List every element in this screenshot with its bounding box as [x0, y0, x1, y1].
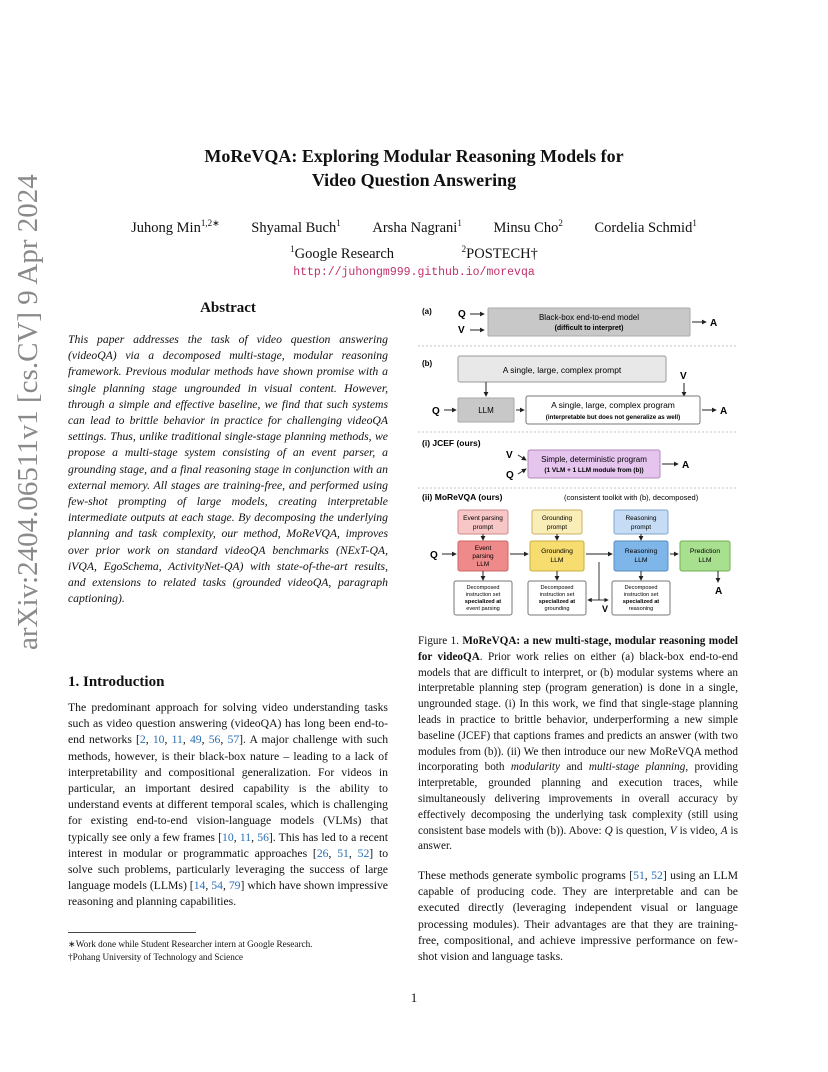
panel-ii-label: (ii) MoReVQA (ours): [422, 492, 503, 502]
grounding-llm: [530, 541, 584, 571]
citation-link[interactable]: 51: [337, 846, 349, 860]
svg-text:Event: Event: [474, 545, 492, 552]
svg-text:prompt: prompt: [472, 524, 494, 531]
svg-text:A single, large, complex progr: A single, large, complex program: [551, 400, 675, 410]
svg-text:Prediction: Prediction: [689, 548, 721, 555]
svg-text:specialized at: specialized at: [464, 599, 502, 605]
a-label: A: [682, 460, 690, 471]
svg-text:(difficult to interpret): (difficult to interpret): [554, 325, 624, 332]
svg-text:LLM: LLM: [698, 557, 712, 564]
citation-link[interactable]: 54: [211, 879, 223, 893]
abstract-heading: Abstract: [200, 300, 256, 316]
title-line-1: MoReVQA: Exploring Modular Reasoning Models for: [204, 146, 624, 166]
footnote-rule: [68, 932, 196, 933]
v-label: V: [602, 604, 609, 614]
footnote: †Pohang University of Technology and Science: [68, 952, 243, 962]
arxiv-stamp: arXiv:2404.06511v1 [cs.CV] 9 Apr 2024: [12, 174, 44, 650]
intro-heading: 1. Introduction: [68, 674, 165, 690]
svg-text:LLM: LLM: [478, 406, 494, 415]
svg-text:(1 VLM + 1 LLM module from (b): (1 VLM + 1 LLM module from (b)): [544, 467, 644, 474]
author: Shyamal Buch$^1$: [251, 218, 341, 236]
svg-text:reasoning: reasoning: [628, 606, 654, 612]
citation-link[interactable]: 56: [257, 830, 269, 844]
svg-text:(interpretable but does not ge: (interpretable but does not generalize as well): [545, 414, 681, 421]
svg-text:grounding: grounding: [544, 606, 570, 612]
svg-text:Grounding: Grounding: [541, 515, 573, 522]
panel-b-label: (b): [422, 359, 433, 368]
citation-link[interactable]: 52: [357, 846, 370, 860]
svg-text:Reasoning: Reasoning: [625, 515, 657, 522]
a-label: A: [710, 318, 718, 329]
v-label: V: [680, 371, 687, 382]
q-label: Q: [506, 470, 514, 481]
svg-text:specialized at: specialized at: [538, 599, 576, 605]
svg-text:prompt: prompt: [546, 524, 568, 531]
citation-link[interactable]: 57: [227, 733, 240, 747]
body-paragraph: These methods generate symbolic programs [51, 52] using an LLM capable of producing code. They are interpretable and can be executed directly (leveraging independent visual or language processing modules). Their advantages are that they are training-free, compositional, and achieve impressive performance on few-shot vision and language tasks.: [418, 869, 738, 964]
footnote: ∗Work done while Student Researcher intern at Google Research.: [68, 939, 313, 949]
a-label: A: [720, 406, 728, 417]
prediction-llm: [680, 541, 730, 571]
citation-link[interactable]: 11: [239, 830, 252, 844]
citation-link[interactable]: 26: [316, 846, 329, 860]
svg-text:Simple, deterministic program: Simple, deterministic program: [541, 455, 647, 464]
svg-text:event parsing: event parsing: [466, 606, 500, 612]
svg-text:prompt: prompt: [630, 524, 652, 531]
affiliation: $^1$Google Research: [290, 244, 395, 262]
citation-link[interactable]: 52: [651, 869, 663, 882]
svg-text:Black-box end-to-end model: Black-box end-to-end model: [538, 313, 640, 322]
q-label: Q: [432, 406, 440, 417]
author: Juhong Min$^{1,2∗}$: [131, 218, 220, 236]
author: Cordelia Schmid$^1$: [594, 218, 697, 236]
svg-text:Decomposed: Decomposed: [466, 585, 500, 591]
svg-text:instruction set: instruction set: [539, 592, 575, 598]
project-url-link[interactable]: http://juhongm999.github.io/morevqa: [293, 266, 535, 279]
v-label: V: [506, 450, 513, 461]
svg-text:A single, large, complex promp: A single, large, complex prompt: [502, 365, 622, 375]
svg-text:specialized at: specialized at: [622, 599, 660, 605]
author: Arsha Nagrani$^1$: [372, 218, 462, 236]
figure-1-diagram: [418, 300, 738, 620]
q-label: Q: [458, 309, 466, 320]
svg-text:LLM: LLM: [634, 557, 648, 564]
svg-text:Decomposed: Decomposed: [624, 585, 658, 591]
figure-caption: Figure 1. MoReVQA: a new multi-stage, modular reasoning model for videoQA. Prior work relies on either (a) black-box end-to-end models that are difficult to interpret, or (b) modular systems where an interpretable planning step (program generation) is done in a single, ungrounded stage. (i) In this work, we find that single-stage planning leads in practice to brittle behavior, underperforming a new simple baseline (JCEF) that captions frames and predicts an answer (with two modules from (b)). (ii) We then introduce our new MoReVQA method incorporating both modularity and multi-stage planning, providing interpretable, grounded planning and execution traces, while simultaneously delivering improvements in overall accuracy by effectively decomposing the underlying task complexity (still using consistent base models with (b)). Above: Q is question, V is video, A is answer.: [418, 635, 738, 853]
panel-i-label: (i) JCEF (ours): [422, 438, 481, 448]
citation-link[interactable]: 51: [633, 869, 645, 882]
author-list: [0, 218, 828, 237]
reasoning-llm: [614, 541, 668, 571]
citation-link[interactable]: 56: [208, 733, 221, 747]
affiliation: $^2$POSTECH†: [461, 244, 538, 262]
abstract-text: This paper addresses the task of video question answering (videoQA) via a decomposed multi-stage, modular reasoning framework. Previous modular methods have shown promise with a single planning stage ungrounded in visual content. However, through a simple and effective baseline, we find that such systems can lead to brittle behavior in practice for challenging videoQA settings. Thus, unlike traditional single-stage planning methods, we propose a multi-stage system consisting of an event parser, a grounding stage, and a final reasoning stage in conjunction with an external memory. All stages are training-free, and performed using few-shot prompting of large models, creating interpretable intermediate outputs at each stage. By decomposing the underlying planning and task complexity, our method, MoReVQA, improves over prior work on standard videoQA benchmarks (NExT-QA, iVQA, EgoSchema, ActivityNet-QA) with state-of-the-art results, and extensions to related tasks (grounded videoQA, paragraph captioning).: [68, 333, 388, 606]
citation-link[interactable]: 10: [152, 733, 165, 747]
footnotes: [68, 938, 388, 964]
svg-text:Reasoning: Reasoning: [624, 548, 658, 555]
citation-link[interactable]: 11: [171, 733, 183, 747]
svg-text:parsing: parsing: [472, 553, 494, 560]
title-line-2: Video Question Answering: [311, 170, 517, 190]
intro-text: The predominant approach for solving video understanding tasks such as video question answering (videoQA) has long been end-to-end networks [2, 10, 11, 49, 56, 57]. A major challenge with such methods, however, is their black-box nature – leading to a lack of interpretability and compositional generalization. For videos in particular, an important desired capability is the ability to understand events at different temporal scales, which is challenging for existing end-to-end vision-language models (VLMs) that typically see only a few frames [10, 11, 56]. This has led to a recent interest in modular or programmatic approaches [26, 51, 52] to solve such problems, particularly leveraging the success of large language models (LLMs) [14, 54, 79] which have shown impressive reasoning and planning capabilities.: [68, 701, 389, 909]
svg-text:instruction set: instruction set: [465, 592, 501, 598]
paper-title: [0, 144, 828, 192]
citation-link[interactable]: 10: [222, 830, 234, 844]
citation-link[interactable]: 79: [228, 879, 241, 893]
svg-text:LLM: LLM: [476, 561, 490, 568]
citation-link[interactable]: 14: [193, 879, 206, 893]
affiliations: [0, 244, 828, 263]
panel-ii-note: (consistent toolkit with (b), decomposed): [564, 493, 699, 502]
svg-text:instruction set: instruction set: [623, 592, 659, 598]
a-label: A: [715, 586, 723, 597]
citation-link[interactable]: 49: [189, 733, 202, 747]
svg-text:Grounding: Grounding: [541, 548, 573, 555]
svg-text:LLM: LLM: [550, 557, 564, 564]
author: Minsu Cho$^2$: [493, 218, 563, 236]
citation-link[interactable]: 2: [139, 733, 146, 747]
page-number: 1: [410, 990, 418, 1005]
q-label: Q: [430, 550, 438, 561]
v-label: V: [458, 325, 465, 336]
panel-a-label: (a): [422, 307, 432, 316]
svg-text:Event parsing: Event parsing: [463, 515, 503, 522]
svg-text:Decomposed: Decomposed: [540, 585, 574, 591]
